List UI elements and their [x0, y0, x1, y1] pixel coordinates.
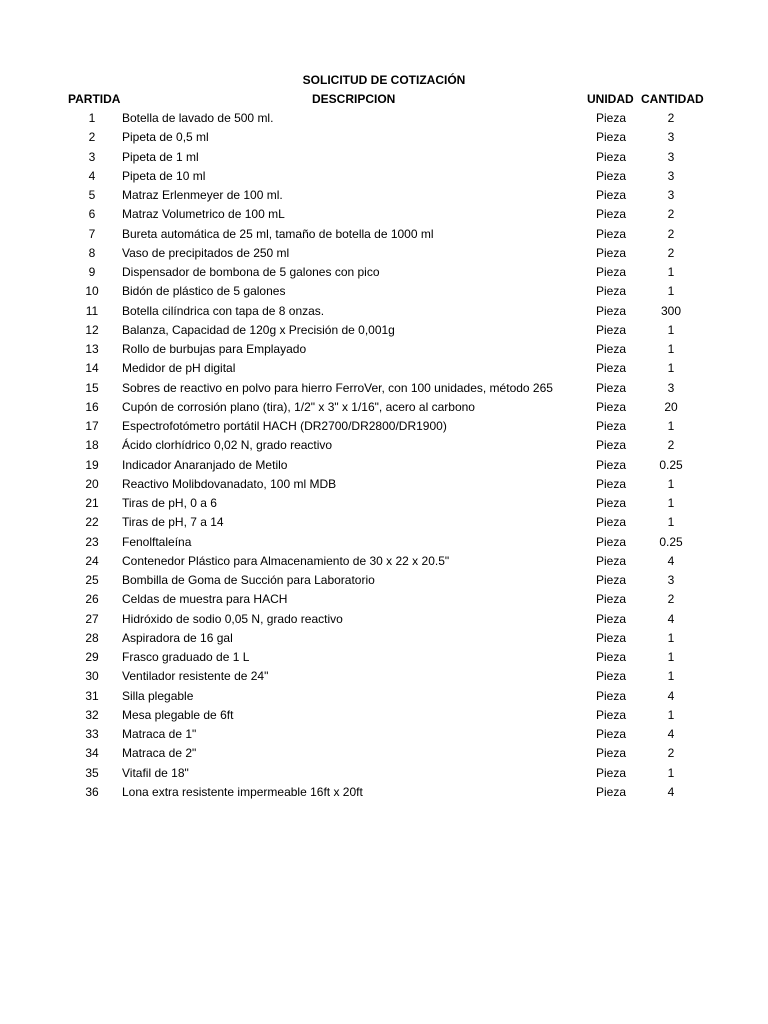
row-descripcion: Ácido clorhídrico 0,02 N, grado reactivo — [122, 438, 333, 453]
row-descripcion: Silla plegable — [122, 688, 194, 703]
row-partida: 1 — [88, 111, 96, 125]
row-descripcion: Lona extra resistente impermeable 16ft x 20ft — [122, 784, 363, 799]
row-partida: 10 — [85, 284, 99, 299]
row-partida: 16 — [85, 399, 99, 414]
row-partida: 17 — [85, 419, 99, 433]
row-partida: 33 — [85, 727, 99, 741]
row-descripcion: Balanza, Capacidad de 120g x Precisión de 0,001g — [122, 322, 395, 337]
row-descripcion: Ventilador resistente de 24" — [122, 669, 269, 684]
row-partida: 35 — [85, 765, 99, 780]
row-unidad: Pieza — [596, 650, 627, 664]
row-cantidad: 1 — [667, 476, 675, 491]
row-unidad: Pieza — [596, 688, 627, 703]
row-unidad: Pieza — [596, 399, 627, 414]
row-cantidad: 3 — [667, 168, 675, 183]
row-descripcion: Tiras de pH, 7 a 14 — [122, 515, 224, 530]
row-cantidad: 4 — [667, 784, 675, 799]
row-unidad: Pieza — [596, 207, 627, 222]
row-cantidad: 3 — [667, 188, 675, 202]
row-partida: 20 — [85, 476, 99, 491]
row-partida: 34 — [85, 746, 99, 761]
row-unidad: Pieza — [596, 727, 627, 741]
row-cantidad: 2 — [667, 438, 675, 453]
row-descripcion: Bureta automática de 25 ml, tamaño de botella de 1000 ml — [122, 226, 434, 241]
row-cantidad: 20 — [664, 399, 678, 414]
row-unidad: Pieza — [596, 784, 627, 799]
row-cantidad: 4 — [667, 688, 675, 703]
row-unidad: Pieza — [596, 284, 627, 299]
table-row — [0, 456, 768, 475]
table-row — [0, 417, 768, 436]
table-row — [0, 725, 768, 744]
row-descripcion: Contenedor Plástico para Almacenamiento de 30 x 22 x 20.5" — [122, 553, 450, 568]
row-descripcion: Celdas de muestra para HACH — [122, 592, 288, 607]
row-cantidad: 1 — [667, 707, 675, 722]
row-partida: 9 — [88, 265, 96, 279]
row-cantidad: 1 — [667, 284, 675, 299]
row-partida: 5 — [88, 188, 96, 202]
row-unidad: Pieza — [596, 245, 627, 260]
row-partida: 18 — [85, 438, 99, 453]
row-cantidad: 1 — [667, 515, 675, 530]
row-descripcion: Mesa plegable de 6ft — [122, 707, 234, 722]
row-cantidad: 4 — [667, 727, 675, 741]
table-row — [0, 263, 768, 282]
row-cantidad: 3 — [667, 380, 675, 395]
row-descripcion: Rollo de burbujas para Emplayado — [122, 342, 307, 356]
row-partida: 26 — [85, 592, 99, 607]
row-cantidad: 300 — [660, 303, 682, 318]
row-descripcion: Pipeta de 0,5 ml — [122, 130, 209, 145]
row-descripcion: Pipeta de 1 ml — [122, 149, 199, 164]
table-body — [0, 109, 768, 802]
row-descripcion: Tiras de pH, 0 a 6 — [122, 496, 217, 510]
row-descripcion: Vaso de precipitados de 250 ml — [122, 245, 290, 260]
row-cantidad: 3 — [667, 573, 675, 587]
row-descripcion: Matraz Erlenmeyer de 100 ml. — [122, 188, 283, 202]
table-row — [0, 205, 768, 224]
table-row — [0, 744, 768, 763]
row-unidad: Pieza — [596, 149, 627, 164]
row-descripcion: Frasco graduado de 1 L — [122, 650, 250, 664]
table-row — [0, 340, 768, 359]
row-descripcion: Dispensador de bombona de 5 galones con pico — [122, 265, 380, 279]
table-row — [0, 379, 768, 398]
row-unidad: Pieza — [596, 765, 627, 780]
row-partida: 13 — [85, 342, 99, 356]
table-row — [0, 225, 768, 244]
row-unidad: Pieza — [596, 303, 627, 318]
table-row — [0, 475, 768, 494]
row-cantidad: 2 — [667, 111, 675, 125]
row-descripcion: Sobres de reactivo en polvo para hierro FerroVer, con 100 unidades, método 265 — [122, 380, 553, 395]
document-title: SOLICITUD DE COTIZACIÓN — [302, 73, 466, 87]
row-unidad: Pieza — [596, 380, 627, 395]
row-descripcion: Bidón de plástico de 5 galones — [122, 284, 286, 299]
row-descripcion: Espectrofotómetro portátil HACH (DR2700/DR2800/DR1900) — [122, 419, 447, 433]
header-partida: PARTIDA — [68, 92, 121, 106]
row-descripcion: Medidor de pH digital — [122, 361, 236, 376]
row-unidad: Pieza — [596, 188, 627, 202]
table-row — [0, 186, 768, 205]
row-partida: 14 — [85, 361, 99, 376]
table-row — [0, 590, 768, 609]
row-descripcion: Indicador Anaranjado de Metilo — [122, 457, 288, 472]
row-unidad: Pieza — [596, 438, 627, 453]
row-cantidad: 1 — [667, 650, 675, 664]
row-cantidad: 3 — [667, 149, 675, 164]
row-partida: 2 — [88, 130, 96, 145]
table-row — [0, 783, 768, 802]
row-unidad: Pieza — [596, 322, 627, 337]
row-unidad: Pieza — [596, 361, 627, 376]
row-unidad: Pieza — [596, 592, 627, 607]
table-row — [0, 687, 768, 706]
row-unidad: Pieza — [596, 630, 627, 645]
row-cantidad: 1 — [667, 630, 675, 645]
table-row — [0, 571, 768, 590]
row-cantidad: 2 — [667, 226, 675, 241]
row-partida: 12 — [85, 322, 99, 337]
row-descripcion: Aspiradora de 16 gal — [122, 630, 233, 645]
row-partida: 22 — [85, 515, 99, 530]
row-descripcion: Vitafil de 18" — [122, 765, 189, 780]
table-row — [0, 321, 768, 340]
row-partida: 6 — [88, 207, 96, 222]
row-unidad: Pieza — [596, 130, 627, 145]
row-descripcion: Reactivo Molibdovanadato, 100 ml MDB — [122, 476, 337, 491]
row-partida: 11 — [85, 303, 99, 318]
row-unidad: Pieza — [596, 342, 627, 356]
row-partida: 28 — [85, 630, 99, 645]
row-unidad: Pieza — [596, 476, 627, 491]
table-row — [0, 764, 768, 783]
row-cantidad: 2 — [667, 245, 675, 260]
header-cantidad: CANTIDAD — [641, 92, 704, 106]
table-row — [0, 398, 768, 417]
row-partida: 32 — [85, 707, 99, 722]
table-row — [0, 706, 768, 725]
row-unidad: Pieza — [596, 226, 627, 241]
row-cantidad: 0.25 — [659, 534, 683, 549]
row-partida: 27 — [85, 611, 99, 626]
row-partida: 30 — [85, 669, 99, 684]
row-cantidad: 1 — [667, 669, 675, 684]
row-descripcion: Matraca de 1" — [122, 727, 197, 741]
table-row — [0, 648, 768, 667]
row-cantidad: 1 — [667, 265, 675, 279]
row-cantidad: 1 — [667, 322, 675, 337]
row-unidad: Pieza — [596, 746, 627, 761]
row-partida: 24 — [85, 553, 99, 568]
row-partida: 21 — [85, 496, 99, 510]
row-unidad: Pieza — [596, 553, 627, 568]
row-cantidad: 1 — [667, 361, 675, 376]
row-cantidad: 1 — [667, 496, 675, 510]
row-unidad: Pieza — [596, 515, 627, 530]
row-unidad: Pieza — [596, 457, 627, 472]
row-partida: 23 — [85, 534, 99, 549]
table-row — [0, 128, 768, 147]
row-partida: 3 — [88, 149, 96, 164]
table-row — [0, 282, 768, 301]
row-unidad: Pieza — [596, 573, 627, 587]
row-unidad: Pieza — [596, 669, 627, 684]
row-unidad: Pieza — [596, 707, 627, 722]
header-descripcion: DESCRIPCION — [312, 92, 396, 106]
row-cantidad: 1 — [667, 765, 675, 780]
row-unidad: Pieza — [596, 496, 627, 510]
row-cantidad: 1 — [667, 342, 675, 356]
row-unidad: Pieza — [596, 611, 627, 626]
row-cantidad: 1 — [667, 419, 675, 433]
row-cantidad: 2 — [667, 207, 675, 222]
table-row — [0, 533, 768, 552]
table-row — [0, 610, 768, 629]
table-row — [0, 629, 768, 648]
row-unidad: Pieza — [596, 111, 627, 125]
row-partida: 36 — [85, 784, 99, 799]
table-row — [0, 148, 768, 167]
table-row — [0, 494, 768, 513]
row-descripcion: Matraca de 2" — [122, 746, 197, 761]
row-partida: 29 — [85, 650, 99, 664]
row-descripcion: Hidróxido de sodio 0,05 N, grado reactivo — [122, 611, 343, 626]
table-row — [0, 513, 768, 532]
row-unidad: Pieza — [596, 419, 627, 433]
table-row — [0, 436, 768, 455]
row-partida: 15 — [85, 380, 99, 395]
row-cantidad: 4 — [667, 553, 675, 568]
table-header — [0, 90, 768, 109]
header-unidad: UNIDAD — [587, 92, 634, 106]
row-partida: 7 — [88, 226, 96, 241]
row-partida: 19 — [85, 457, 99, 472]
row-descripcion: Pipeta de 10 ml — [122, 168, 206, 183]
table-row — [0, 667, 768, 686]
row-partida: 4 — [88, 168, 96, 183]
row-descripcion: Botella de lavado de 500 ml. — [122, 111, 274, 125]
table-row — [0, 302, 768, 321]
row-cantidad: 2 — [667, 592, 675, 607]
row-descripcion: Bombilla de Goma de Succión para Laboratorio — [122, 573, 375, 587]
row-partida: 25 — [85, 573, 99, 587]
row-descripcion: Cupón de corrosión plano (tira), 1/2" x 3" x 1/16", acero al carbono — [122, 399, 475, 414]
row-unidad: Pieza — [596, 534, 627, 549]
row-cantidad: 3 — [667, 130, 675, 145]
row-cantidad: 2 — [667, 746, 675, 761]
row-unidad: Pieza — [596, 265, 627, 279]
row-partida: 31 — [85, 688, 99, 703]
row-descripcion: Matraz Volumetrico de 100 mL — [122, 207, 285, 222]
row-descripcion: Fenolftaleína — [122, 534, 192, 549]
table-row — [0, 359, 768, 378]
row-cantidad: 4 — [667, 611, 675, 626]
table-row — [0, 167, 768, 186]
row-unidad: Pieza — [596, 168, 627, 183]
table-row — [0, 109, 768, 128]
row-cantidad: 0.25 — [659, 457, 683, 472]
table-row — [0, 244, 768, 263]
row-partida: 8 — [88, 245, 96, 260]
row-descripcion: Botella cilíndrica con tapa de 8 onzas. — [122, 303, 325, 318]
table-row — [0, 552, 768, 571]
